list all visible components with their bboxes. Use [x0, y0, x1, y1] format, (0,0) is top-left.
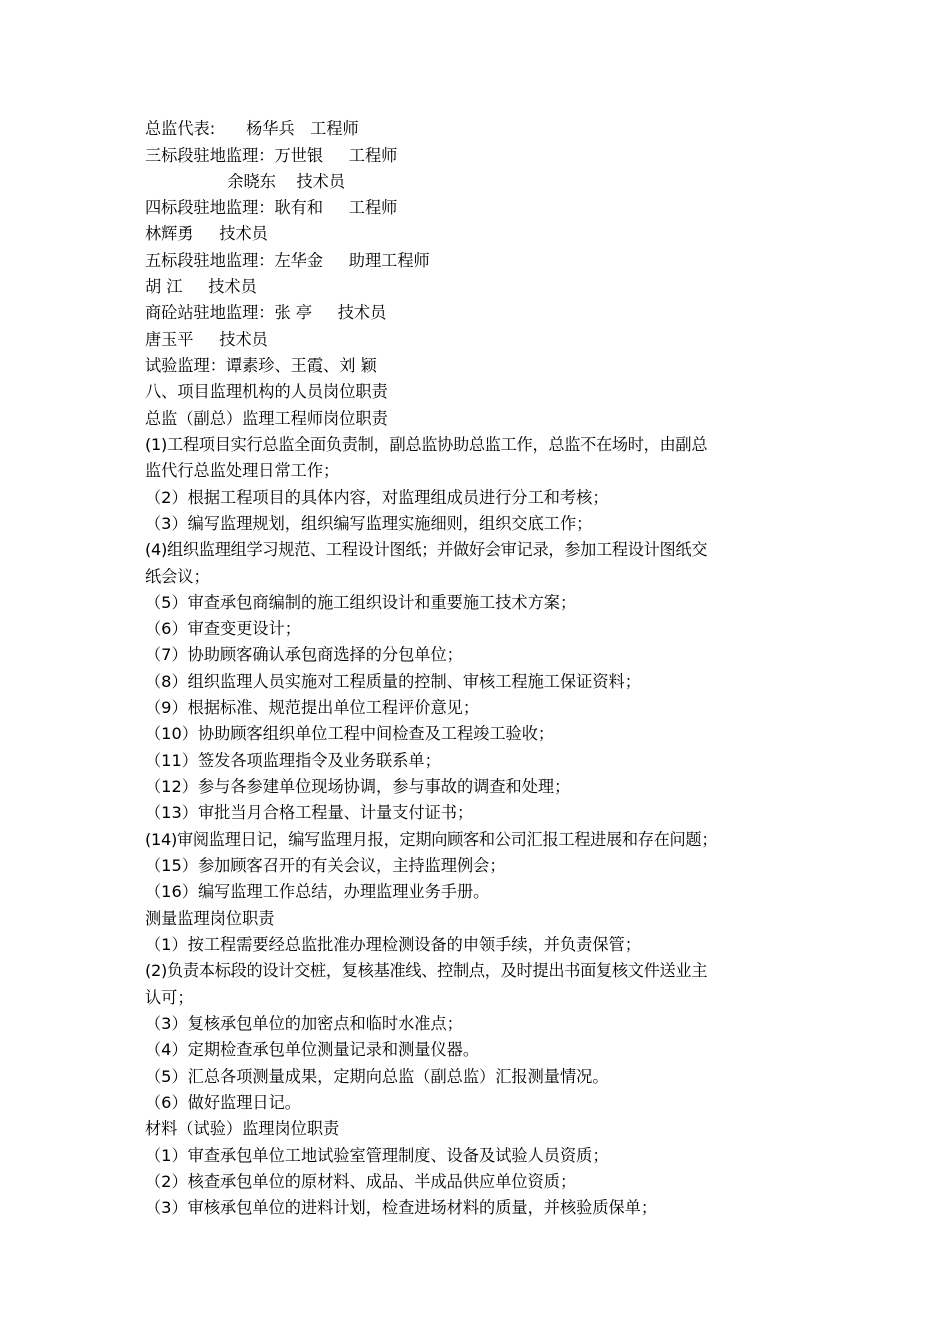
personnel-section4-assistant: 林辉勇 技术员 [145, 224, 268, 243]
chief-duty-item: （8）组织监理人员实施对工程质量的控制、审核工程施工保证资料； [145, 672, 641, 691]
chief-duty-item: (4)组织监理组学习规范、工程设计图纸；并做好会审记录，参加工程设计图纸交 [145, 540, 708, 559]
chief-duty-item: （5）审查承包商编制的施工组织设计和重要施工技术方案； [145, 593, 577, 612]
survey-duty-item: （3）复核承包单位的加密点和临时水准点； [145, 1014, 463, 1033]
survey-duties-heading: 测量监理岗位职责 [145, 909, 275, 928]
materials-duties-heading: 材料（试验）监理岗位职责 [145, 1119, 340, 1138]
chief-duty-item: （3）编写监理规划，组织编写监理实施细则，组织交底工作； [145, 514, 593, 533]
personnel-section3-assistant: 余晓东 技术员 [145, 172, 346, 191]
chief-duty-item: （11）签发各项监理指令及业务联系单； [145, 751, 441, 770]
survey-duty-item: 认可； [145, 988, 194, 1007]
survey-duty-item: （4）定期检查承包单位测量记录和测量仪器。 [145, 1040, 480, 1059]
chief-duty-item: (1)工程项目实行总监全面负责制，副总监协助总监工作，总监不在场时，由副总 [145, 435, 708, 454]
chief-duty-item: （2）根据工程项目的具体内容，对监理组成员进行分工和考核； [145, 488, 609, 507]
personnel-chief-rep: 总监代表: 杨华兵 工程师 [145, 119, 359, 138]
personnel-section5-supervisor: 五标段驻地监理：左华金 助理工程师 [145, 251, 430, 270]
chief-duty-item: （7）协助顾客确认承包商选择的分包单位； [145, 645, 463, 664]
chief-duty-item: (14)审阅监理日记，编写监理月报，定期向顾客和公司汇报工程进展和存在问题； [145, 830, 718, 849]
materials-duty-item: （3）审核承包单位的进料计划，检查进场材料的质量，并核验质保单； [145, 1198, 658, 1217]
personnel-section4-supervisor: 四标段驻地监理：耿有和 工程师 [145, 198, 398, 217]
personnel-test-supervisors: 试验监理：谭素珍、王霞、刘 颖 [145, 356, 377, 375]
personnel-concrete-supervisor: 商砼站驻地监理：张 亭 技术员 [145, 303, 387, 322]
chief-duty-item: （13）审批当月合格工程量、计量支付证书； [145, 803, 474, 822]
survey-duty-item: （6）做好监理日记。 [145, 1093, 301, 1112]
materials-duty-item: （2）核查承包单位的原材料、成品、半成品供应单位资质； [145, 1172, 577, 1191]
survey-duty-item: (2)负责本标段的设计交桩，复核基准线、控制点，及时提出书面复核文件送业主 [145, 961, 708, 980]
section-title: 八、项目监理机构的人员岗位职责 [145, 382, 388, 401]
chief-duty-item: 纸会议； [145, 567, 210, 586]
survey-duty-item: （5）汇总各项测量成果，定期向总监（副总监）汇报测量情况。 [145, 1067, 609, 1086]
survey-duty-item: （1）按工程需要经总监批准办理检测设备的申领手续，并负责保管； [145, 935, 641, 954]
personnel-section3-supervisor: 三标段驻地监理：万世银 工程师 [145, 146, 398, 165]
chief-duty-item: 监代行总监处理日常工作； [145, 461, 340, 480]
personnel-concrete-assistant: 唐玉平 技术员 [145, 330, 268, 349]
chief-duty-item: （16）编写监理工作总结，办理监理业务手册。 [145, 882, 490, 901]
chief-duty-item: （6）审查变更设计； [145, 619, 301, 638]
chief-duties-heading: 总监（副总）监理工程师岗位职责 [145, 409, 388, 428]
chief-duty-item: （9）根据标准、规范提出单位工程评价意见； [145, 698, 480, 717]
chief-duty-item: （12）参与各参建单位现场协调，参与事故的调查和处理； [145, 777, 571, 796]
materials-duty-item: （1）审查承包单位工地试验室管理制度、设备及试验人员资质； [145, 1146, 609, 1165]
chief-duty-item: （15）参加顾客召开的有关会议，主持监理例会； [145, 856, 506, 875]
chief-duty-item: （10）协助顾客组织单位工程中间检查及工程竣工验收； [145, 724, 555, 743]
personnel-section5-assistant: 胡 江 技术员 [145, 277, 257, 296]
